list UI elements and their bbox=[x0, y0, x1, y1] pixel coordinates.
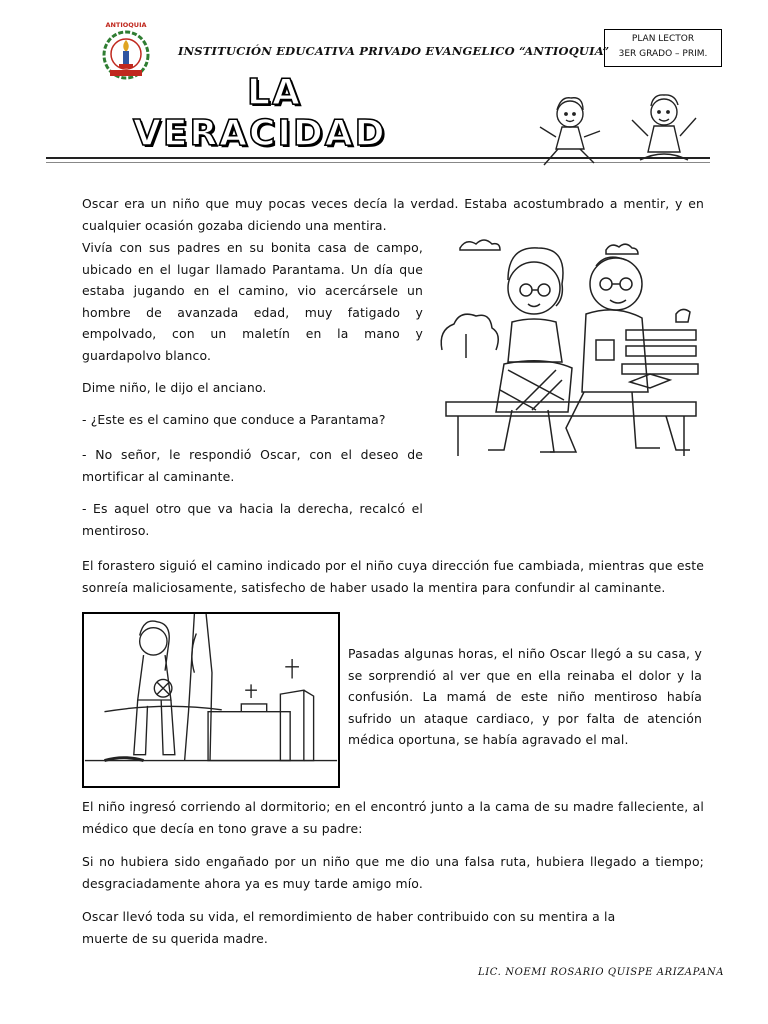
plan-line-2: 3ER GRADO – PRIM. bbox=[618, 49, 708, 59]
school-name: INSTITUCIÓN EDUCATIVA PRIVADO EVANGELICO “ANTIOQUIA” bbox=[178, 44, 610, 58]
story-paragraph-2: Vivía con sus padres en su bonita casa de campo, ubicado en el lugar llamado Parantama. Un día que estaba jugando en el camino, vio acercársele un hombre de avanzada edad, muy fatigado y empolvado, con un maletín en la mano y guardapolvo blanco. bbox=[82, 240, 423, 363]
cemetery-illustration bbox=[82, 612, 340, 788]
children-illustration bbox=[528, 92, 712, 174]
story-paragraph-10: Si no hubiera sido engañado por un niño que me dio una falsa ruta, hubiera llegado a tiempo; desgraciadamente ahora ya es muy tarde amigo mío. bbox=[82, 854, 704, 891]
story-paragraph-8: Pasadas algunas horas, el niño Oscar llegó a su casa, y se sorprendió al ver que en ella reinaba el dolor y la confusión. La mamá de este niño mentiroso había sufrido un ataque cardiaco, y por falta de atención médica oportuna, se había agravado el mal. bbox=[348, 646, 702, 747]
author-signature: LIC. NOEMI ROSARIO QUISPE ARIZAPANA bbox=[478, 967, 725, 978]
story-paragraph-11: Oscar llevó toda su vida, el remordimiento de haber contribuido con su mentira a la muerte de su querida madre. bbox=[82, 909, 616, 946]
elderly-couple-illustration bbox=[436, 230, 704, 502]
plan-lector-box bbox=[604, 29, 722, 67]
story-paragraph-7: El forastero siguió el camino indicado por el niño cuya dirección fue cambiada, mientras que este sonreía maliciosamente, satisfecho de haber usado la mentira para confundir al caminante. bbox=[82, 558, 704, 595]
title-line-2: VERACIDAD bbox=[133, 113, 387, 154]
story-paragraph-9: El niño ingresó corriendo al dormitorio; en el encontró junto a la cama de su madre falleciente, al médico que decía en tono grave a su padre: bbox=[82, 799, 704, 836]
story-paragraph-5: - No señor, le respondió Oscar, con el deseo de mortificar al caminante. bbox=[82, 447, 423, 484]
plan-line-1: PLAN LECTOR bbox=[631, 34, 695, 44]
story-paragraph-4: - ¿Este es el camino que conduce a Parantama? bbox=[82, 412, 386, 427]
logo-text: ANTIOQUIA bbox=[105, 21, 147, 29]
story-paragraph-3: Dime niño, le dijo el anciano. bbox=[82, 380, 267, 395]
school-logo bbox=[96, 18, 156, 82]
story-paragraph-6: - Es aquel otro que va hacia la derecha, recalcó el mentiroso. bbox=[82, 501, 423, 538]
title-line-1: LA bbox=[247, 72, 302, 113]
story-paragraph-1: Oscar era un niño que muy pocas veces decía la verdad. Estaba acostumbrado a mentir, y en cualquier ocasión gozaba diciendo una mentira. bbox=[82, 196, 704, 233]
